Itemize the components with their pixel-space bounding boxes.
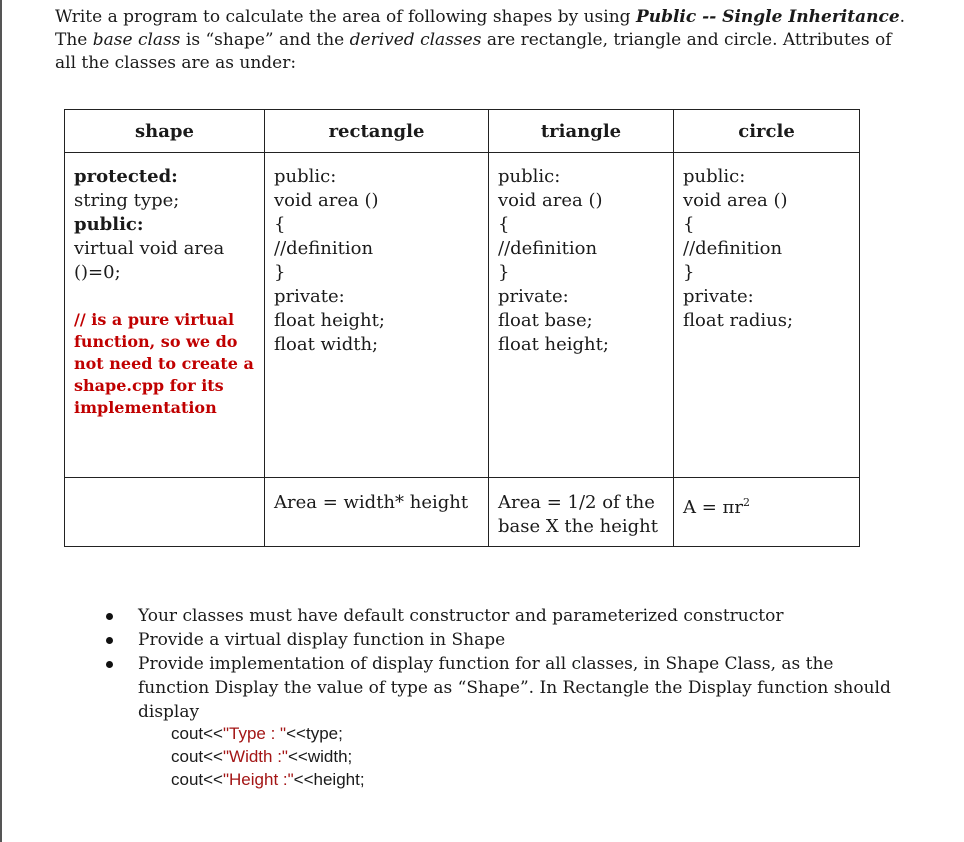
rectangle-line: //definition bbox=[274, 238, 374, 259]
code-line bbox=[171, 722, 365, 745]
code-token: cout<< bbox=[171, 770, 223, 789]
circle-line: void area () bbox=[683, 190, 788, 211]
assignment-intro bbox=[55, 6, 915, 75]
rectangle-line: } bbox=[274, 262, 286, 283]
code-string: "Type : " bbox=[223, 724, 287, 743]
bullet-icon bbox=[106, 637, 113, 644]
header-rectangle: rectangle bbox=[265, 110, 489, 153]
triangle-line: public: bbox=[498, 166, 561, 187]
circle-line: private: bbox=[683, 286, 754, 307]
triangle-line: void area () bbox=[498, 190, 603, 211]
class-attributes-table bbox=[64, 109, 860, 547]
table-body-row bbox=[65, 153, 860, 478]
bullet-icon bbox=[106, 613, 113, 620]
list-item bbox=[104, 652, 904, 724]
code-line bbox=[171, 768, 365, 791]
circle-formula-text: A = πr bbox=[683, 497, 743, 518]
shape-formula-cell bbox=[65, 478, 265, 547]
rectangle-formula: Area = width* height bbox=[265, 478, 489, 547]
code-string: "Height :" bbox=[223, 770, 294, 789]
code-token: <<width; bbox=[287, 747, 353, 766]
triangle-line: float height; bbox=[498, 334, 609, 355]
circle-line: } bbox=[683, 262, 695, 283]
circle-formula bbox=[674, 478, 860, 547]
code-token: cout<< bbox=[171, 724, 223, 743]
table-header-row bbox=[65, 110, 860, 153]
requirements-list bbox=[104, 604, 904, 724]
list-item-text: Provide implementation of display function for all classes, in Shape Class, as the function Display the value of type as “Shape”. In Rectangle the Display function should display bbox=[138, 654, 891, 722]
list-item-text: Your classes must have default constructor and parameterized constructor bbox=[138, 606, 784, 626]
circle-cell bbox=[674, 153, 860, 478]
intro-emphasis: Public -- Single Inheritance bbox=[635, 7, 900, 27]
list-item bbox=[104, 628, 904, 652]
circle-line: //definition bbox=[683, 238, 783, 259]
shape-string-type: string type; bbox=[74, 190, 180, 211]
intro-derived-classes: derived classes bbox=[349, 30, 482, 50]
code-token: cout<< bbox=[171, 747, 223, 766]
triangle-cell bbox=[489, 153, 674, 478]
code-token: <<type; bbox=[286, 724, 343, 743]
circle-formula-exponent: 2 bbox=[742, 496, 750, 509]
rectangle-line: { bbox=[274, 214, 286, 235]
intro-text: are rectangle, triangle and circle. Attributes of all the classes are as under: bbox=[55, 30, 892, 73]
circle-line: public: bbox=[683, 166, 746, 187]
header-triangle: triangle bbox=[489, 110, 674, 153]
triangle-line: float base; bbox=[498, 310, 593, 331]
circle-line: { bbox=[683, 214, 695, 235]
intro-text: is “shape” and the bbox=[180, 30, 350, 50]
triangle-line: //definition bbox=[498, 238, 598, 259]
triangle-formula-line1: Area = 1/2 of the bbox=[498, 492, 655, 513]
code-snippet bbox=[171, 722, 365, 791]
shape-cell bbox=[65, 153, 265, 478]
triangle-line: private: bbox=[498, 286, 569, 307]
rectangle-cell bbox=[265, 153, 489, 478]
shape-virtual-line2: ()=0; bbox=[74, 262, 121, 283]
rectangle-line: void area () bbox=[274, 190, 379, 211]
rectangle-line: private: bbox=[274, 286, 345, 307]
rectangle-line: public: bbox=[274, 166, 337, 187]
intro-text: Write a program to calculate the area of following shapes by using bbox=[55, 7, 636, 27]
list-item-text: Provide a virtual display function in Shape bbox=[138, 630, 506, 650]
triangle-line: { bbox=[498, 214, 510, 235]
intro-text: . The bbox=[55, 7, 906, 50]
triangle-formula bbox=[489, 478, 674, 547]
pure-virtual-note: // is a pure virtual function, so we do not need to create a shape.cpp for its implementation bbox=[74, 310, 254, 417]
rectangle-line: float width; bbox=[274, 334, 379, 355]
shape-public-label: public: bbox=[74, 214, 144, 235]
header-shape: shape bbox=[65, 110, 265, 153]
triangle-line: } bbox=[498, 262, 510, 283]
intro-base-class: base class bbox=[92, 30, 181, 50]
code-string: "Width :" bbox=[223, 747, 288, 766]
list-item bbox=[104, 604, 904, 628]
header-circle: circle bbox=[674, 110, 860, 153]
table-formula-row bbox=[65, 478, 860, 547]
triangle-formula-line2: base X the height bbox=[498, 516, 658, 537]
bullet-icon bbox=[106, 661, 113, 668]
shape-virtual-line1: virtual void area bbox=[74, 238, 225, 259]
shape-protected-label: protected: bbox=[74, 166, 178, 187]
circle-line: float radius; bbox=[683, 310, 794, 331]
page-left-border bbox=[0, 0, 2, 842]
code-token: <<height; bbox=[293, 770, 365, 789]
code-line bbox=[171, 745, 365, 768]
rectangle-line: float height; bbox=[274, 310, 385, 331]
